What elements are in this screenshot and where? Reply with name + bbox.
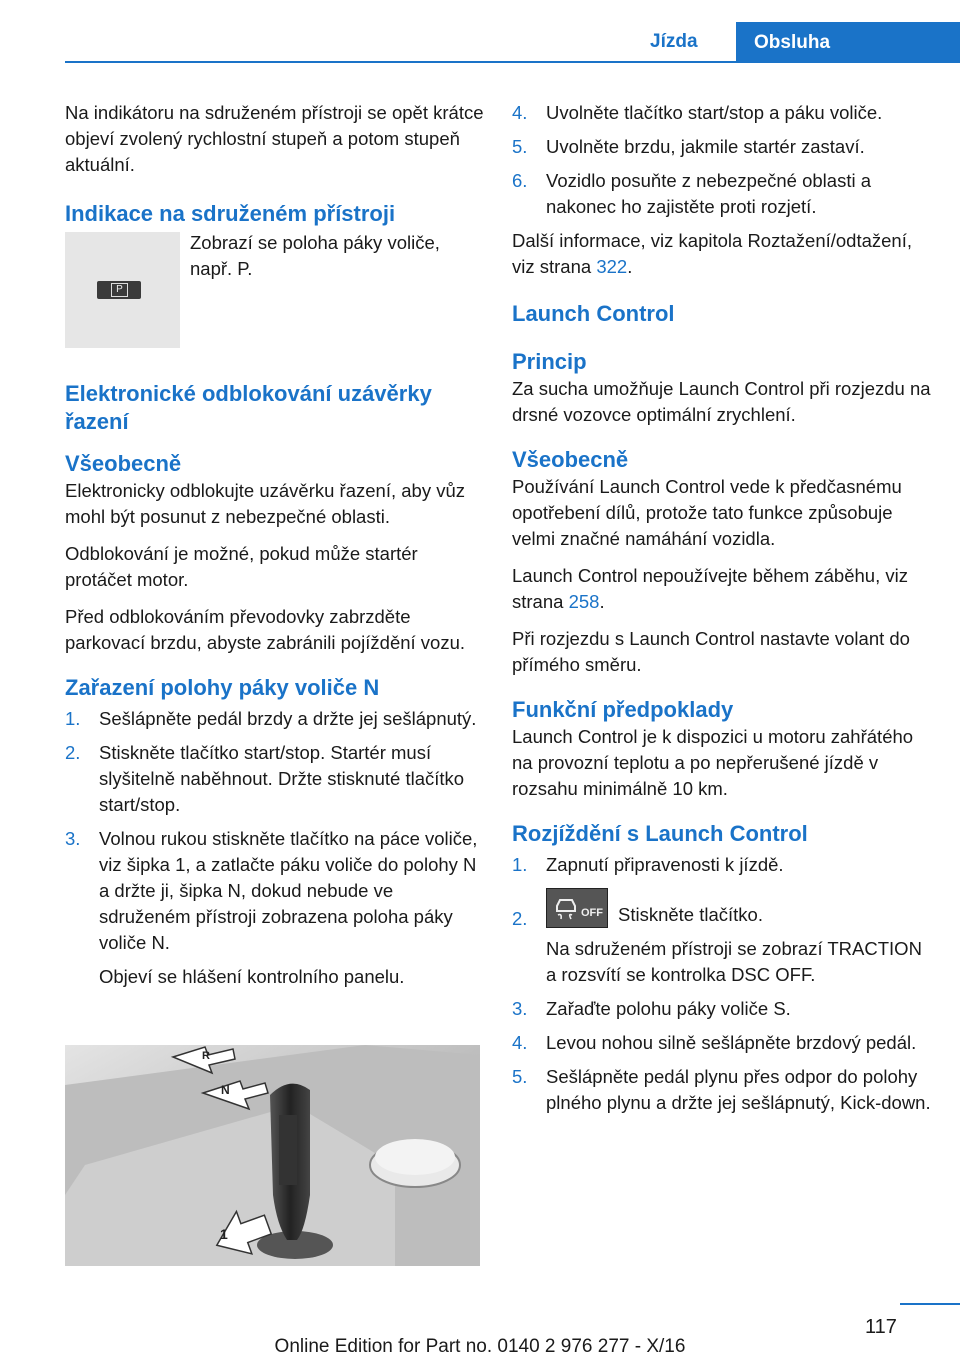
heading-launch-control: Launch Control <box>512 301 675 326</box>
fig-label-r: R <box>202 1050 210 1062</box>
paragraph-2: Odblokování je možné, pokud může startér protáčet motor. <box>65 543 418 590</box>
intro-paragraph: Na indikátoru na sdruženém přístroji se opět krátce objeví zvolený rychlostní stupeň a potom stupeň aktuální. <box>65 102 484 175</box>
info-paragraph: Další informace, viz kapitola Roztažení/odtažení, viz strana 322. <box>512 230 912 277</box>
steps-list-right <box>512 100 932 220</box>
fig-label-n: N <box>221 1083 230 1097</box>
gear-p-indicator <box>97 281 141 299</box>
heading-princip: Princip <box>512 349 587 374</box>
list-item: 5. Uvolněte brzdu, jakmile startér zastaví. <box>512 136 865 157</box>
heading-rozjizdeni: Rozjíždění s Launch Control <box>512 821 808 846</box>
fig-label-1: 1 <box>220 1226 228 1242</box>
list-item: 3. Volnou rukou stiskněte tlačítko na páce voliče, viz šipka 1, a zatlačte páku voliče do polohy N a držte ji, šipka N, dokud nebude ve sdruženém přístroji zobrazena poloha páky voliče N. Objeví se hlášení kontrolního panelu. <box>65 826 485 990</box>
indicator-figure <box>65 232 180 348</box>
princip-paragraph: Za sucha umožňuje Launch Control při rozjezdu na drsné vozovce optimální zrychlení. <box>512 378 931 425</box>
step3-extra: Objeví se hlášení kontrolního panelu. <box>99 966 405 987</box>
list-item: 5. Sešlápněte pedál plynu přes odpor do polohy plného plynu a držte jej sešlápnutý, Kick-down. <box>512 1066 931 1113</box>
list-item: 4. Uvolněte tlačítko start/stop a páku voliče. <box>512 102 883 123</box>
list-item: 3. Zařaďte polohu páky voliče S. <box>512 998 791 1019</box>
list-item: 4. Levou nohou silně sešlápněte brzdový pedál. <box>512 1032 917 1053</box>
page-number: 117 <box>865 1316 897 1338</box>
list-item: 6. Vozidlo posuňte z nebezpečné oblasti a nakonec ho zajistěte proti rozjetí. <box>512 170 872 217</box>
edition-footer: Online Edition for Part no. 0140 2 976 277 - X/16 <box>274 1336 686 1357</box>
gear-lever-illustration <box>65 1045 480 1266</box>
header-section-jizda: Jízda <box>650 31 698 52</box>
steps-list-launch <box>512 852 932 1116</box>
list-item: 1. Sešlápněte pedál brzdy a držte jej sešlápnutý. <box>65 708 477 729</box>
paragraph-3: Před odblokováním převodovky zabrzděte parkovací brzdu, abyste zabránili pojíždění vozu. <box>65 606 466 653</box>
heading-elektronicke-odblokovani: Elektronické odblokování uzávěrky řazení <box>65 381 432 434</box>
indikace-block <box>65 230 485 380</box>
steps-list-left <box>65 706 485 990</box>
footer-rule <box>900 1303 960 1305</box>
vseobecne-paragraph-2: Launch Control nepoužívejte během záběhu, viz strana 258. <box>512 565 908 612</box>
step2-extra: Na sdruženém přístroji se zobrazí TRACTION a rozsvítí se kontrolka DSC OFF. <box>546 938 922 985</box>
left-column <box>65 100 485 998</box>
header-section-obsluha: Obsluha <box>736 22 960 63</box>
page-link-258[interactable]: 258 <box>568 591 600 612</box>
page-link-322[interactable]: 322 <box>596 256 628 277</box>
predpoklady-paragraph: Launch Control je k dispozici u motoru zahřátého na provozní teplotu a po nepřerušené jízdě v rozsahu minimálně 10 km. <box>512 726 914 799</box>
vseobecne-paragraph-3: Při rozjezdu s Launch Control nastavte volant do přímého směru. <box>512 628 910 675</box>
heading-vseobecne-left: Všeobecně <box>65 451 182 476</box>
heading-funkcni-predpoklady: Funkční předpoklady <box>512 697 734 722</box>
list-item: 1. Zapnutí připravenosti k jízdě. <box>512 854 784 875</box>
list-item: 2. OFF Stiskněte tlačítko. Na sdruženém přístroji se zobrazí TRACTION a rozsvítí se kontrolka DSC OFF. <box>512 888 932 988</box>
dsc-off-icon: OFF <box>546 888 608 928</box>
header-rule <box>65 61 960 63</box>
gear-p-letter: P <box>111 283 128 297</box>
list-item: 2. Stiskněte tlačítko start/stop. Startér musí slyšitelně naběhnout. Držte stisknuté tlačítko start/stop. <box>65 742 465 815</box>
indikace-text: Zobrazí se poloha páky voliče, např. P. <box>190 232 440 279</box>
heading-zarazeni-n: Zařazení polohy páky voliče N <box>65 675 380 700</box>
right-column <box>512 100 932 1124</box>
vseobecne-paragraph-1: Používání Launch Control vede k předčasnému opotřebení dílů, protože tato funkce způsobuje velmi značné namáhání vozidla. <box>512 476 902 549</box>
heading-indikace: Indikace na sdruženém přístroji <box>65 201 396 226</box>
heading-vseobecne-right: Všeobecně <box>512 447 629 472</box>
car-skid-icon <box>552 894 580 922</box>
gear-lever-figure <box>65 1045 480 1266</box>
paragraph-1: Elektronicky odblokujte uzávěrku řazení, aby vůz mohl být posunut z nebezpečné oblasti. <box>65 480 466 527</box>
